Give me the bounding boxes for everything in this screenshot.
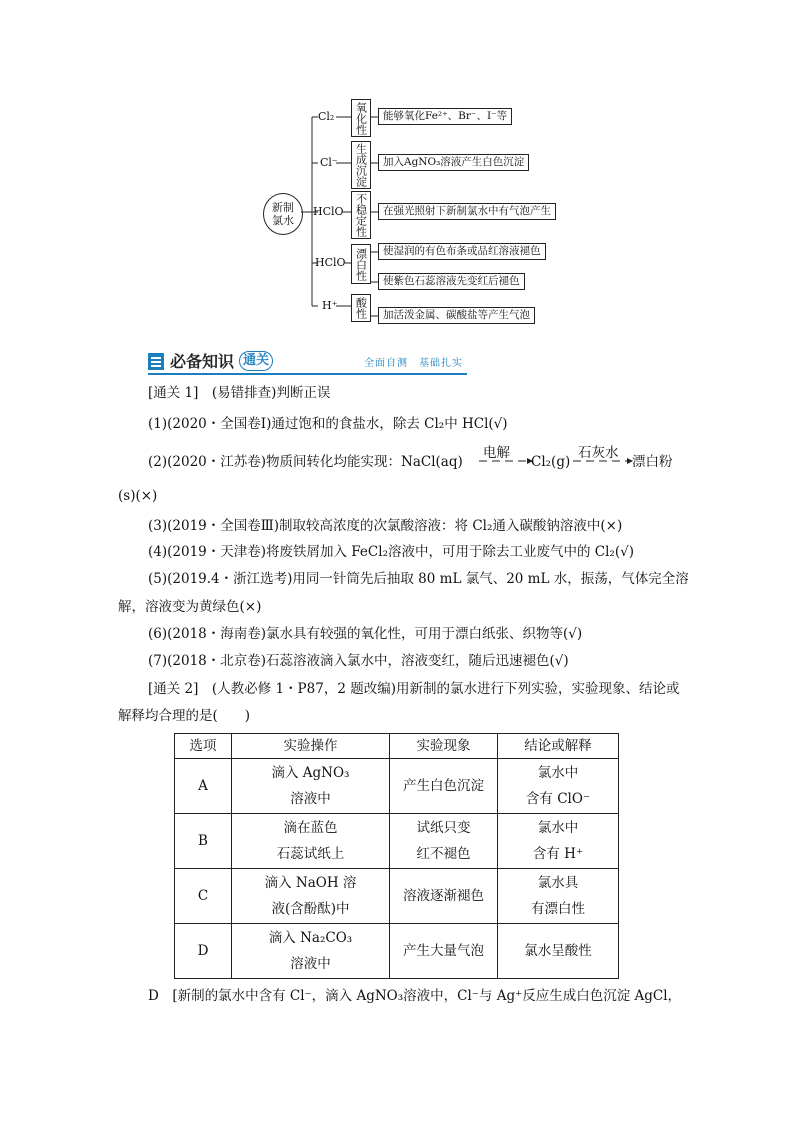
species-label: Cl₂	[318, 110, 335, 123]
property-box: 酸性	[351, 294, 371, 322]
chlorine-water-diagram	[0, 0, 794, 340]
cell-line: 溶液中	[290, 791, 331, 807]
cell-line: 滴在蓝色	[283, 820, 338, 836]
cell-line: 溶液逐渐褪色	[403, 888, 484, 904]
property-box: 不稳定性	[351, 191, 371, 239]
species-label: Cl⁻	[320, 156, 338, 169]
cell-line: 氯水呈酸性	[524, 943, 592, 959]
cell-line: 氯水具	[537, 875, 579, 891]
conclusion-cell	[498, 814, 619, 869]
reaction-arrow-1	[477, 455, 533, 467]
operation-cell	[232, 869, 390, 924]
reaction-arrow-2	[571, 455, 633, 467]
statement-2-end: (s)(×)	[118, 488, 158, 504]
header-operation: 实验操作	[232, 734, 390, 759]
result-box: 使紫色石蕊溶液先变红后褪色	[378, 273, 525, 290]
cell-line: 试纸只变	[416, 820, 471, 836]
section-banner	[148, 351, 467, 373]
product-bleach: 漂白粉	[632, 454, 673, 470]
exercise-2-heading: [通关 2] (人教必修 1・P87，2 题改编)用新制的氯水进行下列实验，实验现象、结论或	[148, 681, 680, 697]
phenomenon-cell	[390, 869, 498, 924]
table-row	[175, 924, 619, 979]
notebook-icon	[148, 353, 164, 370]
cell-line: 含有 ClO⁻	[525, 791, 591, 807]
property-box: 漂白性	[351, 244, 371, 284]
option-cell: C	[175, 869, 232, 924]
option-cell: D	[175, 924, 232, 979]
species-label: HClO	[315, 256, 346, 269]
conclusion-cell	[498, 759, 619, 814]
statement-2-start: (2)(2020・江苏卷)物质间转化均能实现：NaCl(aq)	[148, 454, 463, 470]
species-label: H⁺	[322, 299, 338, 312]
cell-line: 氯水中	[537, 820, 579, 836]
statement-3: (3)(2019・全国卷Ⅲ)制取较高浓度的次氯酸溶液：将 Cl₂通入碳酸钠溶液中(×)	[148, 518, 623, 534]
cell-line: 有漂白性	[531, 901, 585, 917]
operation-cell	[232, 814, 390, 869]
operation-cell	[232, 759, 390, 814]
answer-text: D [新制的氯水中含有 Cl⁻，滴入 AgNO₃溶液中，Cl⁻与 Ag⁺反应生成白色沉淀 AgCl，	[148, 988, 682, 1004]
cell-line: 滴入 AgNO₃	[271, 765, 350, 781]
option-cell: B	[175, 814, 232, 869]
operation-cell	[232, 924, 390, 979]
species-label: HClO	[313, 205, 344, 218]
cell-line: 产生大量气泡	[403, 943, 484, 959]
cell-line: 液(含酚酞)中	[271, 901, 350, 917]
table-row	[175, 759, 619, 814]
answer-explanation	[148, 986, 681, 1006]
statement-4: (4)(2019・天津卷)将废铁屑加入 FeCl₂溶液中，可用于除去工业废气中的 Cl₂(√)	[148, 544, 634, 560]
header-phenomenon: 实验现象	[390, 734, 498, 759]
header-option: 选项	[175, 734, 232, 759]
statement-1: (1)(2020・全国卷Ⅰ)通过饱和的食盐水，除去 Cl₂中 HCl(√)	[148, 416, 508, 432]
phenomenon-cell	[390, 924, 498, 979]
statement-2	[148, 452, 463, 472]
table-row	[175, 869, 619, 924]
banner-seal: 通关	[239, 351, 273, 371]
conclusion-cell	[498, 869, 619, 924]
arrow-label-limewater: 石灰水	[578, 445, 619, 461]
banner-underline	[148, 373, 467, 375]
property-box: 氧化性	[351, 99, 371, 137]
banner-subtitle: 全面自测 基础扎实	[364, 358, 463, 369]
cell-line: 氯水中	[537, 765, 579, 781]
cell-line: 石蕊试纸上	[276, 846, 345, 862]
diagram-center-node	[263, 193, 303, 235]
header-conclusion: 结论或解释	[498, 734, 619, 759]
exercise-1-heading: [通关 1] (易错排查)判断正误	[148, 385, 331, 401]
cell-line: 含有 H⁺	[532, 846, 584, 862]
result-box: 使湿润的有色布条或品红溶液褪色	[378, 243, 546, 260]
cell-line: 滴入 NaOH 溶	[264, 875, 357, 891]
statement-5-cont: 解，溶液变为黄绿色(×)	[118, 599, 262, 615]
phenomenon-cell	[390, 759, 498, 814]
option-cell: A	[175, 759, 232, 814]
banner-title: 必备知识	[170, 352, 235, 371]
statement-7: (7)(2018・北京卷)石蕊溶液滴入氯水中，溶液变红，随后迅速褪色(√)	[148, 653, 569, 669]
center-label: 新制 氯水	[272, 201, 294, 227]
experiment-table	[174, 733, 619, 979]
phenomenon-cell	[390, 814, 498, 869]
exercise-2-question: 解释均合理的是( )	[118, 708, 251, 724]
conclusion-cell	[498, 924, 619, 979]
table-row	[175, 814, 619, 869]
result-box: 能够氧化Fe²⁺、Br⁻、I⁻等	[378, 108, 512, 125]
arrow-label-electrolysis: 电解	[483, 445, 510, 461]
result-box: 加入AgNO₃溶液产生白色沉淀	[378, 154, 529, 171]
result-box: 在强光照射下新制氯水中有气泡产生	[378, 203, 556, 220]
cell-line: 溶液中	[290, 956, 331, 972]
cell-line: 产生白色沉淀	[403, 778, 484, 794]
property-box: 生成沉淀	[351, 141, 371, 189]
result-box: 加活泼金属、碳酸盐等产生气泡	[378, 307, 535, 324]
statement-6: (6)(2018・海南卷)氯水具有较强的氧化性，可用于漂白纸张、织物等(√)	[148, 626, 583, 642]
cell-line: 滴入 Na₂CO₃	[268, 930, 353, 946]
cell-line: 红不褪色	[416, 846, 471, 862]
statement-5: (5)(2019.4・浙江选考)用同一针筒先后抽取 80 mL 氯气、20 mL 水，振荡，气体完全溶	[148, 571, 689, 587]
intermediate-species: Cl₂(g)	[531, 454, 571, 470]
table-header-row	[175, 734, 619, 759]
